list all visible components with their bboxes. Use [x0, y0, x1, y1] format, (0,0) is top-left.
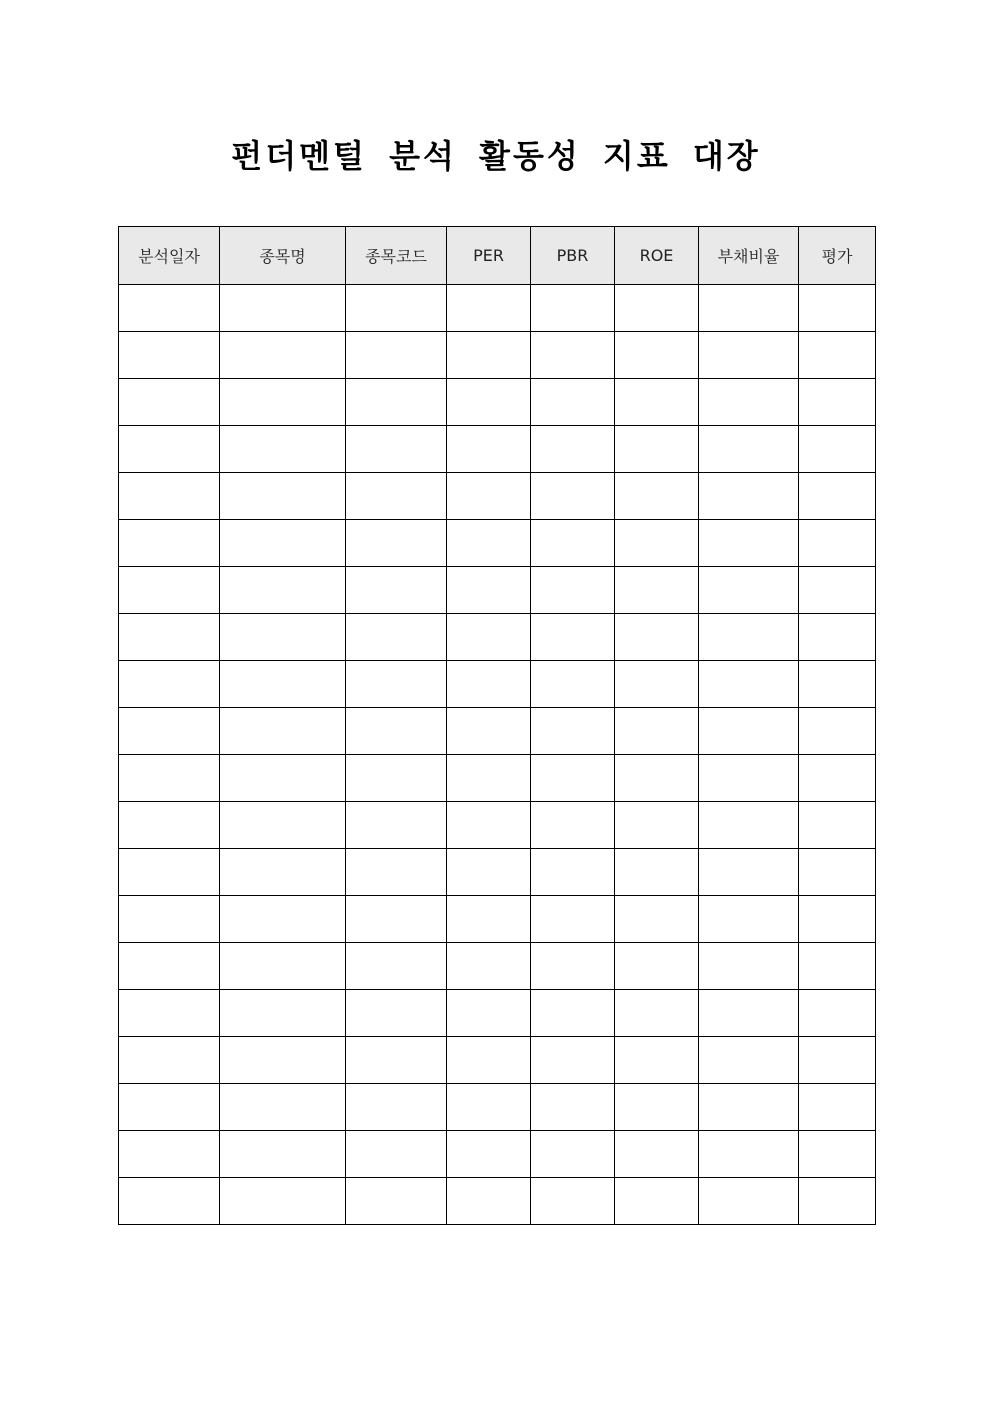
table-cell-roe[interactable] [615, 802, 699, 849]
table-cell-analysis-date[interactable] [119, 1131, 220, 1178]
table-cell-roe[interactable] [615, 849, 699, 896]
table-row [119, 661, 876, 708]
table-cell-roe[interactable] [615, 285, 699, 332]
table-cell-stock-code[interactable] [346, 849, 447, 896]
table-cell-stock-code[interactable] [346, 943, 447, 990]
table-cell-analysis-date[interactable] [119, 520, 220, 567]
table-cell-pbr[interactable] [531, 849, 615, 896]
column-header-pbr: PBR [531, 227, 615, 285]
table-cell-per[interactable] [447, 473, 531, 520]
table-header-row [119, 227, 876, 285]
column-header-analysis-date: 분석일자 [119, 227, 220, 285]
table-cell-roe[interactable] [615, 990, 699, 1037]
table-cell-evaluation[interactable] [799, 567, 876, 614]
table-cell-pbr[interactable] [531, 1131, 615, 1178]
table-cell-stock-code[interactable] [346, 520, 447, 567]
table-cell-pbr[interactable] [531, 1178, 615, 1225]
table-cell-analysis-date[interactable] [119, 426, 220, 473]
table-cell-per[interactable] [447, 943, 531, 990]
table-cell-pbr[interactable] [531, 379, 615, 426]
table-cell-analysis-date[interactable] [119, 285, 220, 332]
table-cell-evaluation[interactable] [799, 520, 876, 567]
table-cell-debt-ratio[interactable] [699, 473, 799, 520]
table-cell-debt-ratio[interactable] [699, 567, 799, 614]
table-cell-stock-code[interactable] [346, 614, 447, 661]
column-header-stock-code: 종목코드 [346, 227, 447, 285]
table-cell-stock-code[interactable] [346, 1131, 447, 1178]
table-cell-stock-name[interactable] [220, 708, 346, 755]
table-cell-stock-name[interactable] [220, 473, 346, 520]
table-cell-pbr[interactable] [531, 755, 615, 802]
table-cell-debt-ratio[interactable] [699, 661, 799, 708]
column-header-evaluation: 평가 [799, 227, 876, 285]
table-cell-evaluation[interactable] [799, 1037, 876, 1084]
table-cell-roe[interactable] [615, 614, 699, 661]
table-cell-evaluation[interactable] [799, 332, 876, 379]
table-cell-roe[interactable] [615, 379, 699, 426]
table-cell-analysis-date[interactable] [119, 802, 220, 849]
table-cell-stock-code[interactable] [346, 755, 447, 802]
table-cell-pbr[interactable] [531, 661, 615, 708]
table-cell-evaluation[interactable] [799, 1178, 876, 1225]
table-cell-stock-code[interactable] [346, 896, 447, 943]
table-cell-pbr[interactable] [531, 473, 615, 520]
table-cell-stock-name[interactable] [220, 943, 346, 990]
table-cell-stock-code[interactable] [346, 426, 447, 473]
table-cell-stock-name[interactable] [220, 1178, 346, 1225]
column-header-roe: ROE [615, 227, 699, 285]
table-cell-per[interactable] [447, 285, 531, 332]
table-cell-evaluation[interactable] [799, 943, 876, 990]
table-cell-stock-code[interactable] [346, 1037, 447, 1084]
table-cell-pbr[interactable] [531, 614, 615, 661]
table-cell-stock-name[interactable] [220, 661, 346, 708]
column-header-per: PER [447, 227, 531, 285]
table-cell-debt-ratio[interactable] [699, 285, 799, 332]
table-cell-roe[interactable] [615, 661, 699, 708]
table-cell-roe[interactable] [615, 896, 699, 943]
table-cell-stock-name[interactable] [220, 567, 346, 614]
table-cell-analysis-date[interactable] [119, 614, 220, 661]
table-cell-stock-code[interactable] [346, 661, 447, 708]
table-cell-per[interactable] [447, 614, 531, 661]
table-cell-per[interactable] [447, 990, 531, 1037]
table-cell-evaluation[interactable] [799, 614, 876, 661]
table-cell-evaluation[interactable] [799, 1084, 876, 1131]
table-cell-analysis-date[interactable] [119, 943, 220, 990]
table-cell-stock-code[interactable] [346, 285, 447, 332]
table-cell-analysis-date[interactable] [119, 661, 220, 708]
table-row [119, 426, 876, 473]
ledger-table [118, 226, 876, 1225]
table-cell-pbr[interactable] [531, 802, 615, 849]
table-cell-evaluation[interactable] [799, 849, 876, 896]
table-cell-stock-code[interactable] [346, 332, 447, 379]
table-cell-stock-name[interactable] [220, 426, 346, 473]
table-cell-evaluation[interactable] [799, 426, 876, 473]
table-cell-debt-ratio[interactable] [699, 614, 799, 661]
table-cell-stock-code[interactable] [346, 990, 447, 1037]
table-cell-roe[interactable] [615, 708, 699, 755]
table-cell-per[interactable] [447, 661, 531, 708]
table-row [119, 1178, 876, 1225]
table-cell-evaluation[interactable] [799, 802, 876, 849]
table-cell-stock-name[interactable] [220, 1131, 346, 1178]
table-cell-per[interactable] [447, 1037, 531, 1084]
table-cell-per[interactable] [447, 708, 531, 755]
table-row [119, 896, 876, 943]
table-cell-per[interactable] [447, 755, 531, 802]
table-cell-evaluation[interactable] [799, 1131, 876, 1178]
table-cell-stock-code[interactable] [346, 802, 447, 849]
table-cell-roe[interactable] [615, 426, 699, 473]
table-cell-debt-ratio[interactable] [699, 943, 799, 990]
table-cell-debt-ratio[interactable] [699, 332, 799, 379]
table-cell-stock-name[interactable] [220, 849, 346, 896]
table-row [119, 943, 876, 990]
table-cell-analysis-date[interactable] [119, 332, 220, 379]
table-cell-evaluation[interactable] [799, 379, 876, 426]
table-cell-per[interactable] [447, 802, 531, 849]
table-cell-debt-ratio[interactable] [699, 1084, 799, 1131]
table-cell-evaluation[interactable] [799, 473, 876, 520]
table-cell-evaluation[interactable] [799, 285, 876, 332]
table-cell-stock-code[interactable] [346, 1084, 447, 1131]
table-cell-analysis-date[interactable] [119, 379, 220, 426]
table-cell-pbr[interactable] [531, 285, 615, 332]
table-cell-pbr[interactable] [531, 1037, 615, 1084]
table-cell-roe[interactable] [615, 1131, 699, 1178]
table-cell-stock-code[interactable] [346, 567, 447, 614]
table-cell-stock-code[interactable] [346, 473, 447, 520]
table-cell-analysis-date[interactable] [119, 1084, 220, 1131]
table-cell-stock-name[interactable] [220, 896, 346, 943]
table-row [119, 379, 876, 426]
table-cell-evaluation[interactable] [799, 708, 876, 755]
table-cell-debt-ratio[interactable] [699, 802, 799, 849]
table-cell-per[interactable] [447, 379, 531, 426]
table-cell-debt-ratio[interactable] [699, 896, 799, 943]
table-cell-evaluation[interactable] [799, 896, 876, 943]
table-cell-stock-name[interactable] [220, 332, 346, 379]
table-row [119, 332, 876, 379]
table-cell-roe[interactable] [615, 1178, 699, 1225]
table-row [119, 708, 876, 755]
table-cell-debt-ratio[interactable] [699, 708, 799, 755]
table-cell-evaluation[interactable] [799, 661, 876, 708]
table-cell-pbr[interactable] [531, 990, 615, 1037]
table-cell-pbr[interactable] [531, 896, 615, 943]
table-cell-analysis-date[interactable] [119, 990, 220, 1037]
table-cell-analysis-date[interactable] [119, 567, 220, 614]
column-header-debt-ratio: 부채비율 [699, 227, 799, 285]
table-cell-debt-ratio[interactable] [699, 1131, 799, 1178]
table-cell-stock-name[interactable] [220, 802, 346, 849]
table-cell-stock-name[interactable] [220, 755, 346, 802]
table-cell-debt-ratio[interactable] [699, 849, 799, 896]
table-cell-analysis-date[interactable] [119, 1037, 220, 1084]
table-cell-stock-name[interactable] [220, 614, 346, 661]
table-cell-pbr[interactable] [531, 426, 615, 473]
table-cell-roe[interactable] [615, 473, 699, 520]
table-row [119, 285, 876, 332]
table-cell-stock-code[interactable] [346, 708, 447, 755]
table-cell-debt-ratio[interactable] [699, 520, 799, 567]
table-cell-per[interactable] [447, 567, 531, 614]
table-cell-pbr[interactable] [531, 567, 615, 614]
table-cell-debt-ratio[interactable] [699, 379, 799, 426]
table-body [119, 285, 876, 1225]
table-cell-roe[interactable] [615, 520, 699, 567]
table-cell-debt-ratio[interactable] [699, 990, 799, 1037]
table-cell-pbr[interactable] [531, 520, 615, 567]
table-cell-roe[interactable] [615, 755, 699, 802]
table-cell-debt-ratio[interactable] [699, 1178, 799, 1225]
table-cell-pbr[interactable] [531, 708, 615, 755]
table-row [119, 1131, 876, 1178]
table-cell-analysis-date[interactable] [119, 896, 220, 943]
table-cell-stock-code[interactable] [346, 1178, 447, 1225]
table-cell-analysis-date[interactable] [119, 1178, 220, 1225]
table-cell-analysis-date[interactable] [119, 708, 220, 755]
table-cell-pbr[interactable] [531, 1084, 615, 1131]
table-cell-stock-name[interactable] [220, 285, 346, 332]
table-cell-roe[interactable] [615, 1084, 699, 1131]
table-row [119, 990, 876, 1037]
table-row [119, 473, 876, 520]
table-row [119, 755, 876, 802]
table-row [119, 567, 876, 614]
table-cell-stock-name[interactable] [220, 1084, 346, 1131]
table-cell-per[interactable] [447, 1178, 531, 1225]
table-cell-per[interactable] [447, 1084, 531, 1131]
table-cell-debt-ratio[interactable] [699, 1037, 799, 1084]
table-cell-stock-name[interactable] [220, 520, 346, 567]
table-cell-debt-ratio[interactable] [699, 426, 799, 473]
table-cell-pbr[interactable] [531, 943, 615, 990]
table-cell-stock-name[interactable] [220, 379, 346, 426]
table-cell-per[interactable] [447, 332, 531, 379]
table-cell-roe[interactable] [615, 1037, 699, 1084]
table-row [119, 1037, 876, 1084]
table-cell-per[interactable] [447, 1131, 531, 1178]
table-cell-per[interactable] [447, 849, 531, 896]
table-cell-roe[interactable] [615, 943, 699, 990]
table-cell-per[interactable] [447, 520, 531, 567]
table-cell-per[interactable] [447, 896, 531, 943]
table-cell-analysis-date[interactable] [119, 849, 220, 896]
table-row [119, 849, 876, 896]
table-row [119, 520, 876, 567]
table-cell-evaluation[interactable] [799, 755, 876, 802]
column-header-stock-name: 종목명 [220, 227, 346, 285]
table-row [119, 1084, 876, 1131]
table-cell-analysis-date[interactable] [119, 473, 220, 520]
table-row [119, 614, 876, 661]
table-cell-stock-name[interactable] [220, 990, 346, 1037]
table-cell-per[interactable] [447, 426, 531, 473]
table-cell-evaluation[interactable] [799, 990, 876, 1037]
table-cell-roe[interactable] [615, 567, 699, 614]
table-cell-stock-name[interactable] [220, 1037, 346, 1084]
page-title: 펀더멘털 분석 활동성 지표 대장 [231, 137, 761, 175]
table-cell-analysis-date[interactable] [119, 755, 220, 802]
table-cell-roe[interactable] [615, 332, 699, 379]
table-cell-pbr[interactable] [531, 332, 615, 379]
table-row [119, 802, 876, 849]
table-cell-stock-code[interactable] [346, 379, 447, 426]
table-cell-debt-ratio[interactable] [699, 755, 799, 802]
